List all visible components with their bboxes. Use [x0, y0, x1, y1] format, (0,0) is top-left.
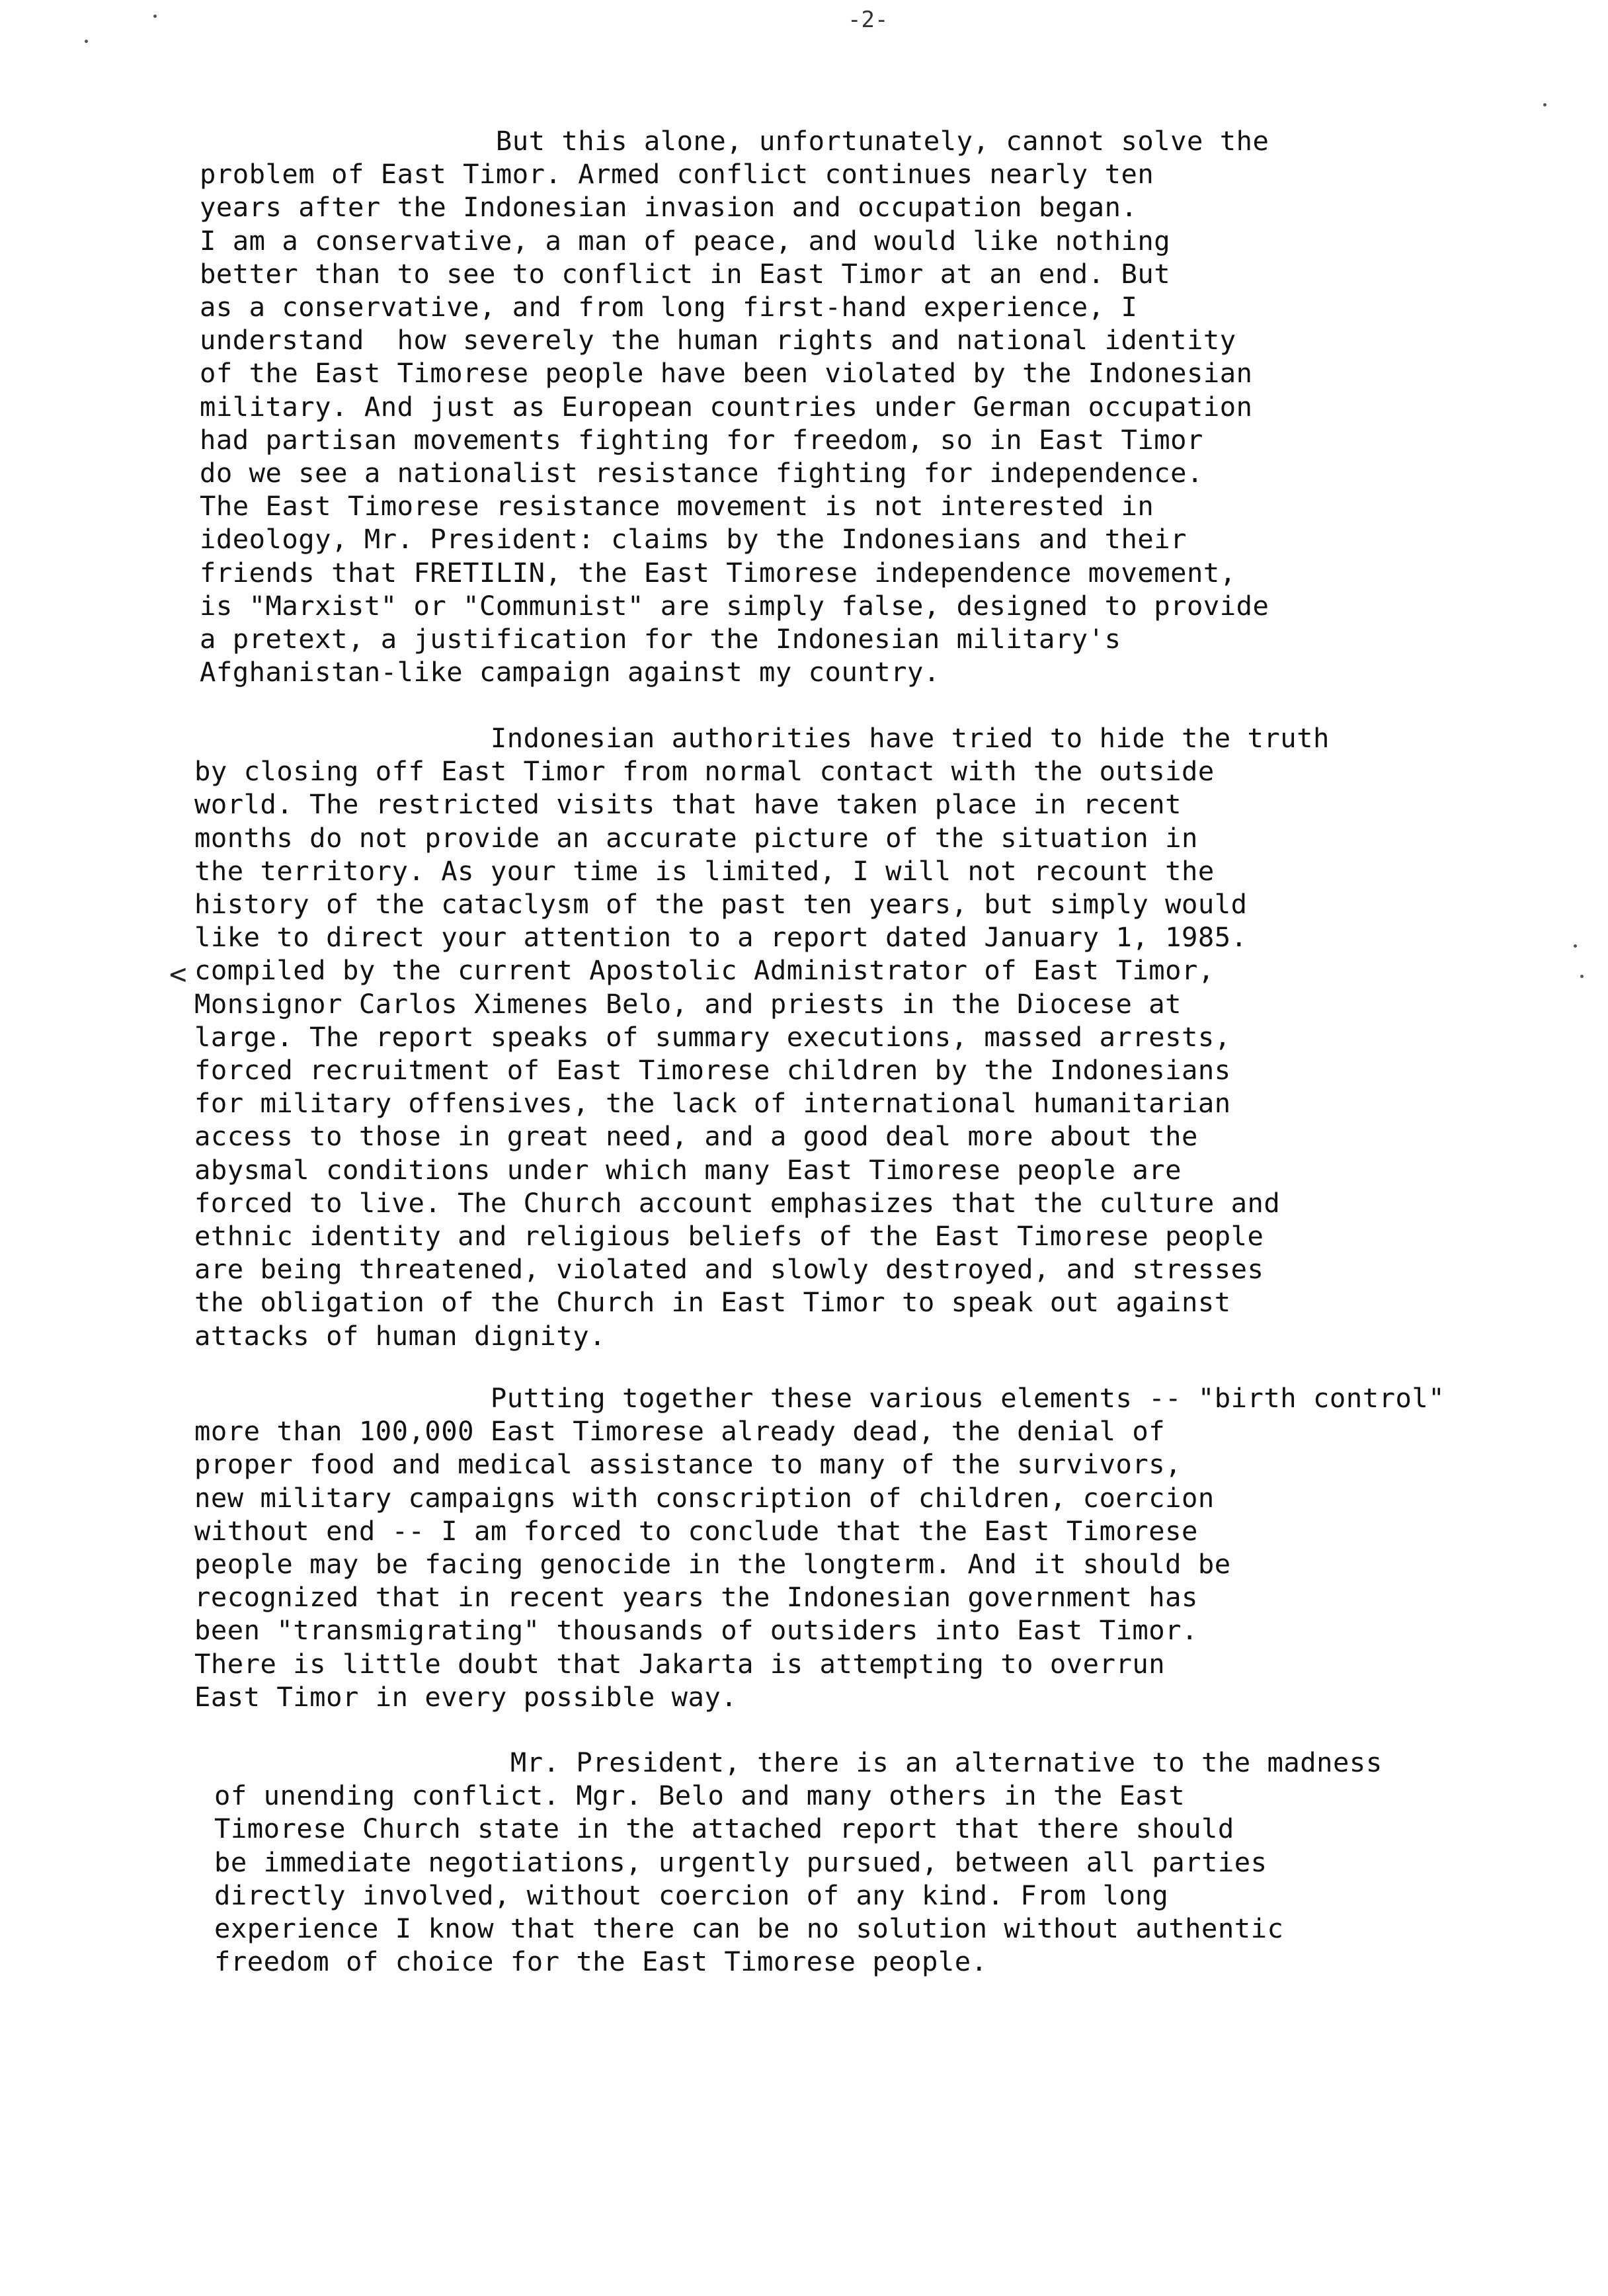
text-line: a pretext, a justification for the Indonesian military's: [200, 623, 1121, 655]
text-line: Timorese Church state in the attached report that there should: [214, 1813, 1234, 1845]
text-line: be immediate negotiations, urgently pursued, between all parties: [214, 1846, 1267, 1878]
text-line: But this alone, unfortunately, cannot solve the: [200, 125, 1269, 157]
text-line: better than to see to conflict in East Timor at an end. But: [200, 257, 1171, 290]
text-line: forced recruitment of East Timorese children by the Indonesians: [194, 1054, 1231, 1086]
scan-speck: [1543, 103, 1547, 106]
text-line: Putting together these various elements -- "birth control": [194, 1382, 1445, 1414]
text-line: people may be facing genocide in the longterm. And it should be: [194, 1548, 1231, 1580]
text-line: of the East Timorese people have been violated by the Indonesian: [200, 357, 1253, 390]
text-line: Monsignor Carlos Ximenes Belo, and priests in the Diocese at: [194, 987, 1182, 1020]
text-line: world. The restricted visits that have taken place in recent: [194, 788, 1182, 821]
text-line: months do not provide an accurate picture of the situation in: [194, 821, 1198, 854]
text-line: the territory. As your time is limited, I will not recount the: [194, 854, 1215, 887]
text-line: understand how severely the human rights and national identity: [200, 324, 1236, 356]
text-line: by closing off East Timor from normal contact with the outside: [194, 755, 1215, 788]
text-line: Indonesian authorities have tried to hide the truth: [194, 722, 1330, 754]
text-line: problem of East Timor. Armed conflict continues nearly ten: [200, 158, 1154, 190]
text-line: access to those in great need, and a good deal more about the: [194, 1120, 1198, 1153]
text-line: for military offensives, the lack of international humanitarian: [194, 1087, 1231, 1120]
text-line: the obligation of the Church in East Timor to speak out against: [194, 1286, 1231, 1319]
text-line: friends that FRETILIN, the East Timorese independence movement,: [200, 556, 1236, 589]
text-line: There is little doubt that Jakarta is attempting to overrun: [194, 1647, 1166, 1680]
text-line: directly involved, without coercion of any kind. From long: [214, 1879, 1169, 1911]
text-line: years after the Indonesian invasion and occupation began.: [200, 191, 1138, 224]
text-line: had partisan movements fighting for freedom, so in East Timor: [200, 423, 1203, 456]
text-line: large. The report speaks of summary executions, massed arrests,: [194, 1020, 1231, 1053]
text-line: without end -- I am forced to conclude that the East Timorese: [194, 1514, 1198, 1547]
paragraph-1: [200, 124, 1269, 688]
text-line: Mr. President, there is an alternative to the madness: [214, 1746, 1383, 1778]
paragraph-4: [214, 1746, 1383, 1978]
text-line: is "Marxist" or "Communist" are simply false, designed to provide: [200, 589, 1269, 622]
text-line: more than 100,000 East Timorese already dead, the denial of: [194, 1415, 1166, 1448]
text-line: abysmal conditions under which many East Timorese people are: [194, 1153, 1182, 1186]
text-line: East Timor in every possible way.: [194, 1680, 738, 1713]
paragraph-2: [194, 721, 1330, 1352]
text-line: are being threatened, violated and slowly destroyed, and stresses: [194, 1253, 1264, 1286]
scan-speck: [1580, 975, 1584, 978]
text-line: been "transmigrating" thousands of outsiders into East Timor.: [194, 1614, 1198, 1647]
text-line: of unending conflict. Mgr. Belo and many others in the East: [214, 1780, 1186, 1812]
text-line: military. And just as European countries under German occupation: [200, 390, 1253, 423]
scan-speck: [1574, 944, 1577, 948]
text-line: do we see a nationalist resistance fighting for independence.: [200, 457, 1203, 489]
text-line: forced to live. The Church account emphasizes that the culture and: [194, 1186, 1281, 1219]
text-line: like to direct your attention to a report dated January 1, 1985.: [194, 921, 1248, 954]
scan-speck: [85, 40, 88, 43]
text-line: as a conservative, and from long first-hand experience, I: [200, 291, 1138, 323]
text-line: new military campaigns with conscription of children, coercion: [194, 1481, 1215, 1514]
page-number: -2-: [848, 7, 889, 33]
margin-arrow-mark: <: [169, 958, 187, 991]
text-line: Afghanistan-like campaign against my country.: [200, 656, 940, 688]
text-line: attacks of human dignity.: [194, 1319, 606, 1352]
text-line: ethnic identity and religious beliefs of the East Timorese people: [194, 1220, 1264, 1252]
text-line: I am a conservative, a man of peace, and would like nothing: [200, 224, 1171, 257]
text-line: experience I know that there can be no solution without authentic: [214, 1912, 1284, 1945]
text-line: history of the cataclysm of the past ten years, but simply would: [194, 888, 1248, 921]
text-line: recognized that in recent years the Indonesian government has: [194, 1581, 1198, 1614]
text-line: freedom of choice for the East Timorese people.: [214, 1946, 988, 1978]
scan-speck: [153, 15, 157, 18]
text-line: compiled by the current Apostolic Administrator of East Timor,: [194, 954, 1215, 987]
text-line: The East Timorese resistance movement is not interested in: [200, 490, 1154, 522]
paragraph-3: [194, 1381, 1445, 1713]
text-line: proper food and medical assistance to many of the survivors,: [194, 1448, 1182, 1481]
text-line: ideology, Mr. President: claims by the Indonesians and their: [200, 523, 1187, 555]
